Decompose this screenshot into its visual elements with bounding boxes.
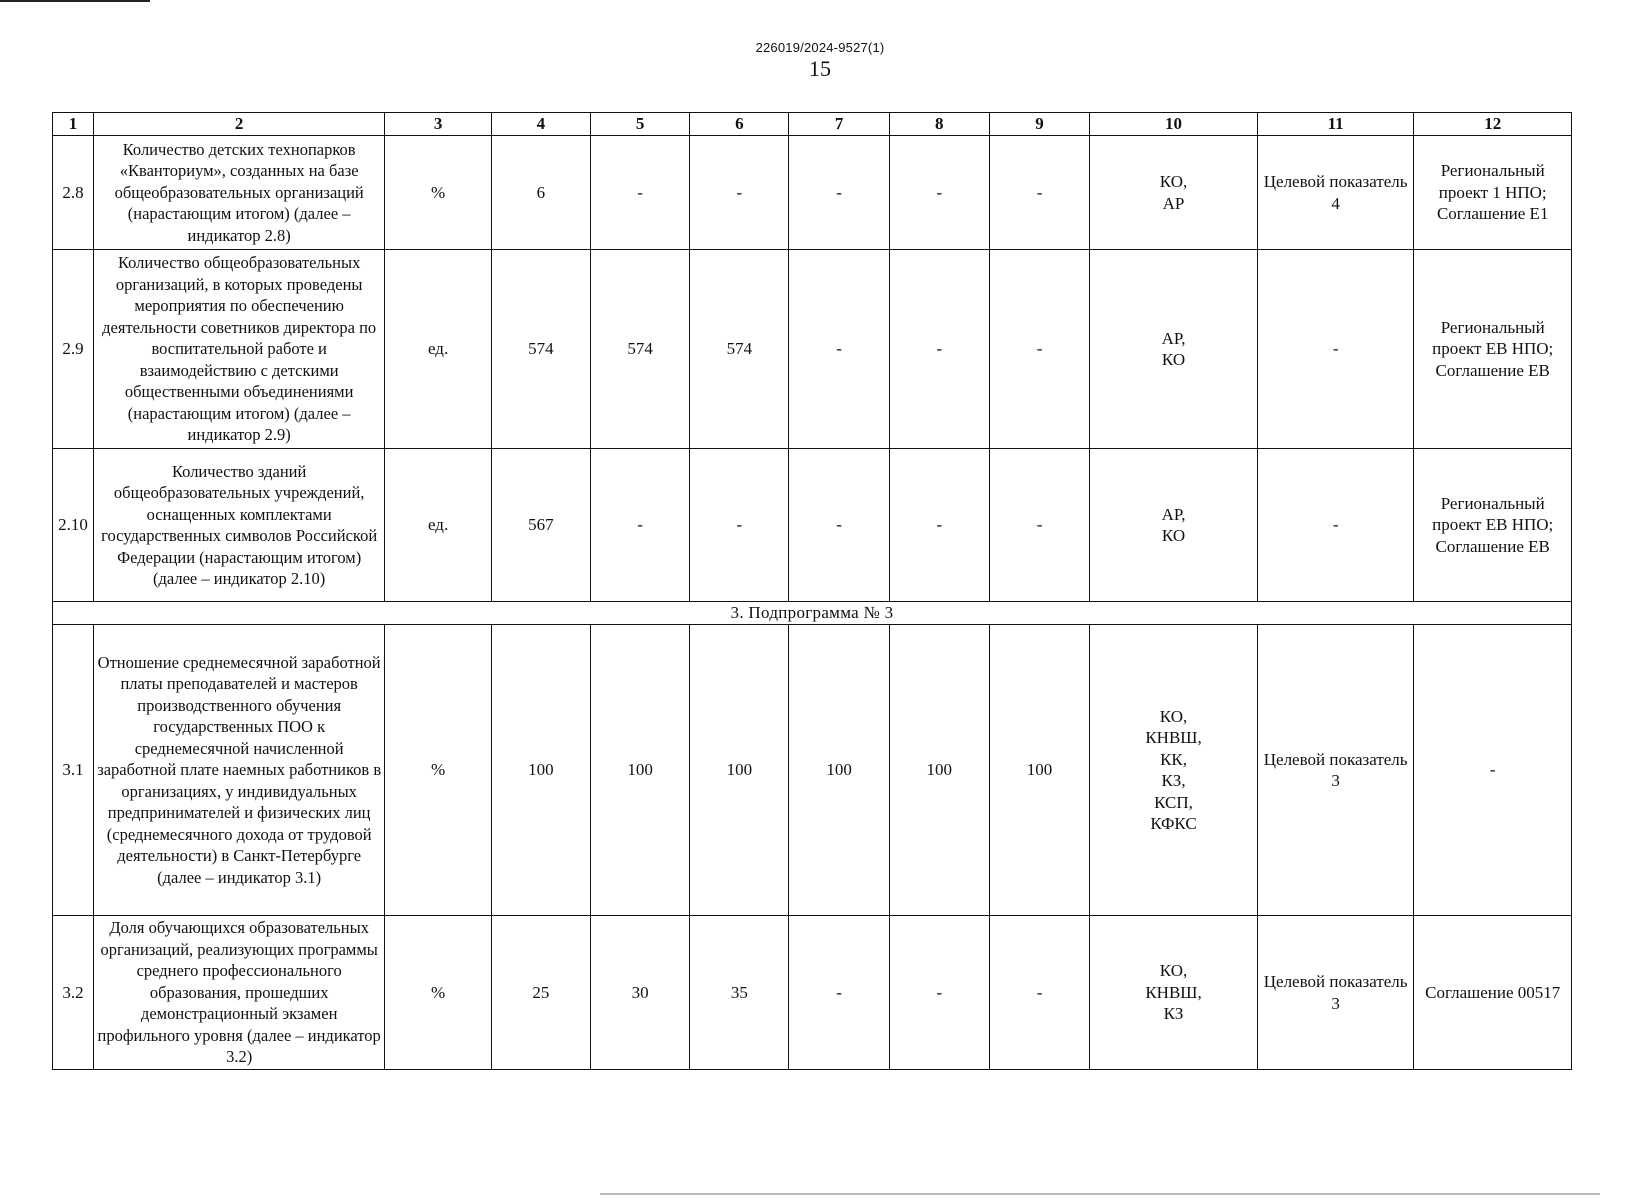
value-cell: 574 (690, 250, 789, 449)
responsible-item: КНВШ, (1145, 728, 1202, 747)
target-indicator-cell: Целевой показатель 3 (1257, 916, 1414, 1070)
value-cell: - (690, 449, 789, 602)
scan-bottom-edge (600, 1193, 1600, 1195)
responsible-item: КЗ, (1161, 771, 1186, 790)
row-number: 3.2 (53, 916, 94, 1070)
scan-corner-mark (0, 0, 150, 2)
column-header: 7 (789, 113, 889, 136)
responsible-cell (1090, 136, 1258, 250)
value-cell: 30 (591, 916, 690, 1070)
column-header: 10 (1090, 113, 1258, 136)
table-row (53, 449, 1572, 602)
responsible-item: АР, (1161, 328, 1186, 348)
value-cell: - (989, 449, 1089, 602)
unit-cell: % (385, 625, 491, 916)
source-cell: Соглашение 00517 (1414, 916, 1572, 1070)
source-cell: Региональный проект ЕВ НПО; Соглашение ЕВ (1414, 449, 1572, 602)
responsible-cell (1090, 916, 1258, 1070)
indicator-description: Количество детских технопарков «Кванториум», созданных на базе общеобразовательных организаций (нарастающим итогом) (далее – индикатор 2.8) (93, 136, 385, 250)
column-header: 11 (1257, 113, 1414, 136)
responsible-item: КО, (1159, 706, 1188, 726)
value-cell: 100 (591, 625, 690, 916)
indicator-description: Количество зданий общеобразовательных учреждений, оснащенных комплектами государственных символов Российской Федерации (нарастающим итогом) (далее – индикатор 2.10) (93, 449, 385, 602)
responsible-item: КСП, (1154, 792, 1193, 812)
target-indicator-cell: Целевой показатель 4 (1257, 136, 1414, 250)
value-cell: - (889, 449, 989, 602)
value-cell: - (889, 916, 989, 1070)
column-header: 8 (889, 113, 989, 136)
responsible-cell (1090, 250, 1258, 449)
indicator-description: Доля обучающихся образовательных организаций, реализующих программы среднего профессионального образования, прошедших демонстрационный экзамен профильного уровня (далее – индикатор 3.2) (93, 916, 385, 1070)
unit-cell: % (385, 916, 491, 1070)
indicator-description: Отношение среднемесячной заработной платы преподавателей и мастеров производственного обучения государственных ПОО к среднемесячной начисленной заработной плате наемных работников в организациях, у индивидуальных предпринимателей и физических лиц (среднемесячного дохода от трудовой деятельности) в Санкт-Петербурге (далее – индикатор 3.1) (93, 625, 385, 916)
row-number: 2.8 (53, 136, 94, 250)
row-number: 3.1 (53, 625, 94, 916)
responsible-cell (1090, 449, 1258, 602)
value-cell: - (889, 136, 989, 250)
table-row (53, 625, 1572, 916)
value-cell: 100 (989, 625, 1089, 916)
responsible-item: КЗ (1163, 1004, 1184, 1024)
value-cell: - (789, 916, 889, 1070)
indicator-description: Количество общеобразовательных организаций, в которых проведены мероприятия по обеспечению деятельности советников директора по воспитательной работе и взаимодействию с детскими общественными объединениями (нарастающим итогом) (далее – индикатор 2.9) (93, 250, 385, 449)
value-cell: 25 (491, 916, 590, 1070)
value-cell: 100 (789, 625, 889, 916)
value-cell: 35 (690, 916, 789, 1070)
target-indicator-cell: Целевой показатель 3 (1257, 625, 1414, 916)
responsible-item: АР, (1161, 504, 1186, 524)
row-number: 2.10 (53, 449, 94, 602)
value-cell: 567 (491, 449, 590, 602)
column-number-header-row (53, 113, 1572, 136)
table-row (53, 916, 1572, 1070)
value-cell: 574 (591, 250, 690, 449)
section-title: 3. Подпрограмма № 3 (53, 602, 1572, 625)
column-header: 6 (690, 113, 789, 136)
value-cell: 100 (889, 625, 989, 916)
value-cell: - (989, 250, 1089, 449)
indicators-table (52, 112, 1572, 1070)
target-indicator-cell: - (1257, 449, 1414, 602)
document-registration-number: 226019/2024-9527(1) (755, 40, 885, 55)
value-cell: - (789, 250, 889, 449)
value-cell: 100 (491, 625, 590, 916)
responsible-item: КО, (1159, 961, 1188, 981)
value-cell: 100 (690, 625, 789, 916)
value-cell: - (591, 449, 690, 602)
page-number: 15 (809, 56, 831, 81)
target-indicator-cell: - (1257, 250, 1414, 449)
table-row (53, 250, 1572, 449)
table-row (53, 136, 1572, 250)
responsible-item: КФКС (1150, 814, 1197, 833)
section-header-row (53, 602, 1572, 625)
unit-cell: ед. (385, 449, 491, 602)
value-cell: 6 (491, 136, 590, 250)
value-cell: - (591, 136, 690, 250)
column-header: 5 (591, 113, 690, 136)
column-header: 4 (491, 113, 590, 136)
value-cell: - (989, 136, 1089, 250)
column-header: 12 (1414, 113, 1572, 136)
row-number: 2.9 (53, 250, 94, 449)
responsible-item: КК, (1160, 749, 1187, 769)
column-header: 9 (989, 113, 1089, 136)
value-cell: - (889, 250, 989, 449)
source-cell: - (1414, 625, 1572, 916)
unit-cell: ед. (385, 250, 491, 449)
column-header: 3 (385, 113, 491, 136)
source-cell: Региональный проект 1 НПО; Соглашение Е1 (1414, 136, 1572, 250)
responsible-item: КО, (1159, 172, 1188, 191)
responsible-item: КО (1161, 526, 1186, 545)
value-cell: 574 (491, 250, 590, 449)
value-cell: - (989, 916, 1089, 1070)
column-header: 1 (53, 113, 94, 136)
value-cell: - (690, 136, 789, 250)
unit-cell: % (385, 136, 491, 250)
column-header: 2 (93, 113, 385, 136)
value-cell: - (789, 136, 889, 250)
responsible-cell (1090, 625, 1258, 916)
value-cell: - (789, 449, 889, 602)
responsible-item: КО (1161, 350, 1186, 369)
source-cell: Региональный проект ЕВ НПО; Соглашение ЕВ (1414, 250, 1572, 449)
responsible-item: АР (1162, 193, 1185, 213)
responsible-item: КНВШ, (1145, 982, 1202, 1002)
